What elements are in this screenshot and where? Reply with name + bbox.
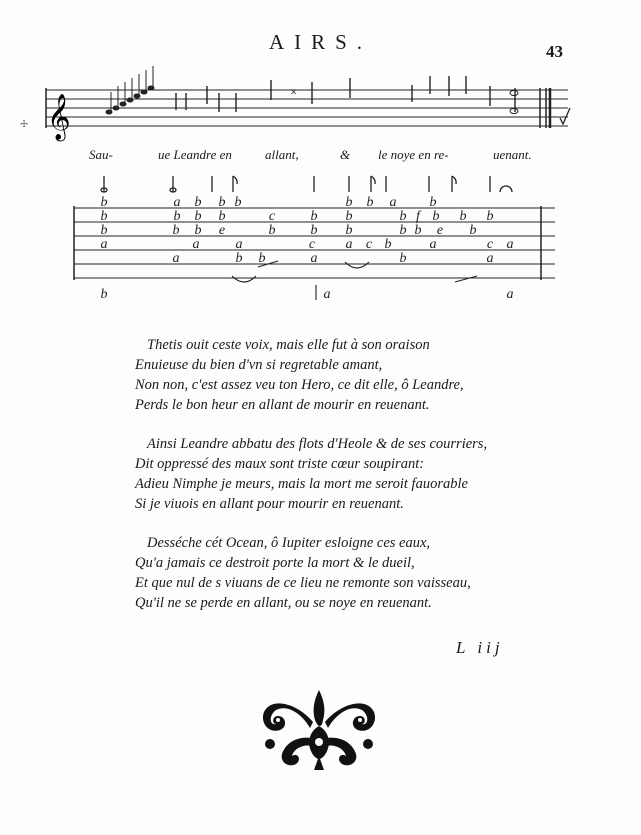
tablature-letter: a (100, 237, 108, 252)
tablature-letter: b (194, 209, 202, 224)
verse-line: Enuieuse du bien d'vn si regretable amant, (135, 357, 383, 373)
verse-line: Thetis ouit ceste voix, mais elle fut à son oraison (147, 337, 430, 353)
lyrics-line (89, 147, 549, 167)
lyric-syllable: uenant. (493, 147, 532, 162)
tablature-letter: b (414, 223, 422, 238)
tablature-letter: c (308, 237, 316, 252)
tablature-letter: b (194, 223, 202, 238)
tablature-letter: b (235, 251, 243, 266)
tablature-letter: b (100, 209, 108, 224)
verse-line: Adieu Nimphe je meurs, mais la mort me seroit fauorable (135, 476, 468, 492)
tablature-letter: b (100, 223, 108, 238)
verse-line: Et que nul de s viuans de ce lieu ne remonte son vaisseau, (135, 575, 471, 591)
tablature-letter: a (235, 237, 243, 252)
lyric-syllable: allant, (265, 147, 299, 162)
verse-stanza (135, 434, 487, 514)
tablature-letter: b (234, 195, 242, 210)
tablature-letter: a (323, 287, 331, 302)
verse-line: Si je viuois en allant pour mourir en reuenant. (135, 496, 404, 512)
tablature-letter: a (173, 195, 181, 210)
tablature-letter: a (389, 195, 397, 210)
tablature-letter: a (310, 251, 318, 266)
tablature-letters (101, 195, 514, 302)
tablature-letter: c (365, 237, 373, 252)
tablature-letter: e (436, 223, 444, 238)
verse-line: Qu'a jamais ce destroit porte la mort & le dueil, (135, 555, 415, 571)
tablature-letter: b (384, 237, 392, 252)
tablature-letter: b (172, 223, 180, 238)
tablature-letter: b (429, 195, 437, 210)
signature-mark: L iij (456, 638, 504, 657)
tablature-letter: b (310, 209, 318, 224)
tablature-letter: b (100, 195, 108, 210)
tablature-letter: b (469, 223, 477, 238)
lyric-syllable: ue Leandre en (158, 147, 232, 162)
tablature-letter: a (486, 251, 494, 266)
rhythm-signs (101, 176, 512, 192)
tablature-slurs (232, 261, 477, 300)
verse-stanza (135, 533, 471, 613)
tablature-letter: f (416, 209, 420, 224)
verse-line: Non non, c'est assez veu ton Hero, ce dit elle, ô Leandre, (135, 377, 464, 393)
lyric-syllable: Sau- (89, 147, 113, 162)
svg-text:☩: ☩ (20, 119, 29, 129)
tablature-letter: a (429, 237, 437, 252)
tablature-letter: a (506, 237, 514, 252)
tablature-letter: b (399, 223, 407, 238)
fleuron-ornament-icon (258, 686, 380, 774)
tablature-letter: b (268, 223, 276, 238)
tablature-letter: a (345, 237, 353, 252)
tablature-letter: b (345, 223, 353, 238)
verse-line: Perds le bon heur en allant de mourir en reuenant. (135, 397, 430, 413)
tablature-letter: b (486, 209, 494, 224)
verse-stanza (135, 335, 464, 415)
page-number: 43 (546, 42, 563, 61)
tablature-letter: c (486, 237, 494, 252)
tablature-letter: a (506, 287, 514, 302)
tablature-letter: b (100, 287, 108, 302)
tablature-letter: b (399, 209, 407, 224)
tablature-letter: b (218, 195, 226, 210)
lyric-syllable: le noye en re- (378, 147, 449, 162)
tablature-letter: a (172, 251, 180, 266)
tablature-letter: b (194, 195, 202, 210)
tablature-letter: b (218, 209, 226, 224)
tablature-letter: b (345, 209, 353, 224)
verse-line: Desséche cét Ocean, ô Iupiter esloigne ces eaux, (147, 535, 431, 551)
tablature-letter: c (268, 209, 276, 224)
verse-line: Dit oppressé des maux sont triste cœur soupirant: (135, 456, 425, 472)
tablature-letter: b (258, 251, 266, 266)
tablature-letter: e (218, 223, 226, 238)
staff-notes (20, 66, 570, 129)
verse-line: Qu'il ne se perde en allant, ou se noye en reuenant. (135, 595, 432, 611)
tablature-letter: b (399, 251, 407, 266)
page-header-title: AIRS. (268, 30, 373, 54)
verse-line: Ainsi Leandre abbatu des flots d'Heole & de ses courriers, (147, 436, 488, 452)
tablature-letter: b (173, 209, 181, 224)
clef-icon: 𝄞 (47, 94, 71, 139)
tablature-letter: b (345, 195, 353, 210)
tablature-letter: b (459, 209, 467, 224)
tablature-letter: b (366, 195, 374, 210)
lyric-syllable: & (340, 147, 351, 162)
tablature-letter: a (192, 237, 200, 252)
tablature-letter: b (432, 209, 440, 224)
tablature-letter: b (310, 223, 318, 238)
svg-text:×: × (290, 84, 298, 99)
